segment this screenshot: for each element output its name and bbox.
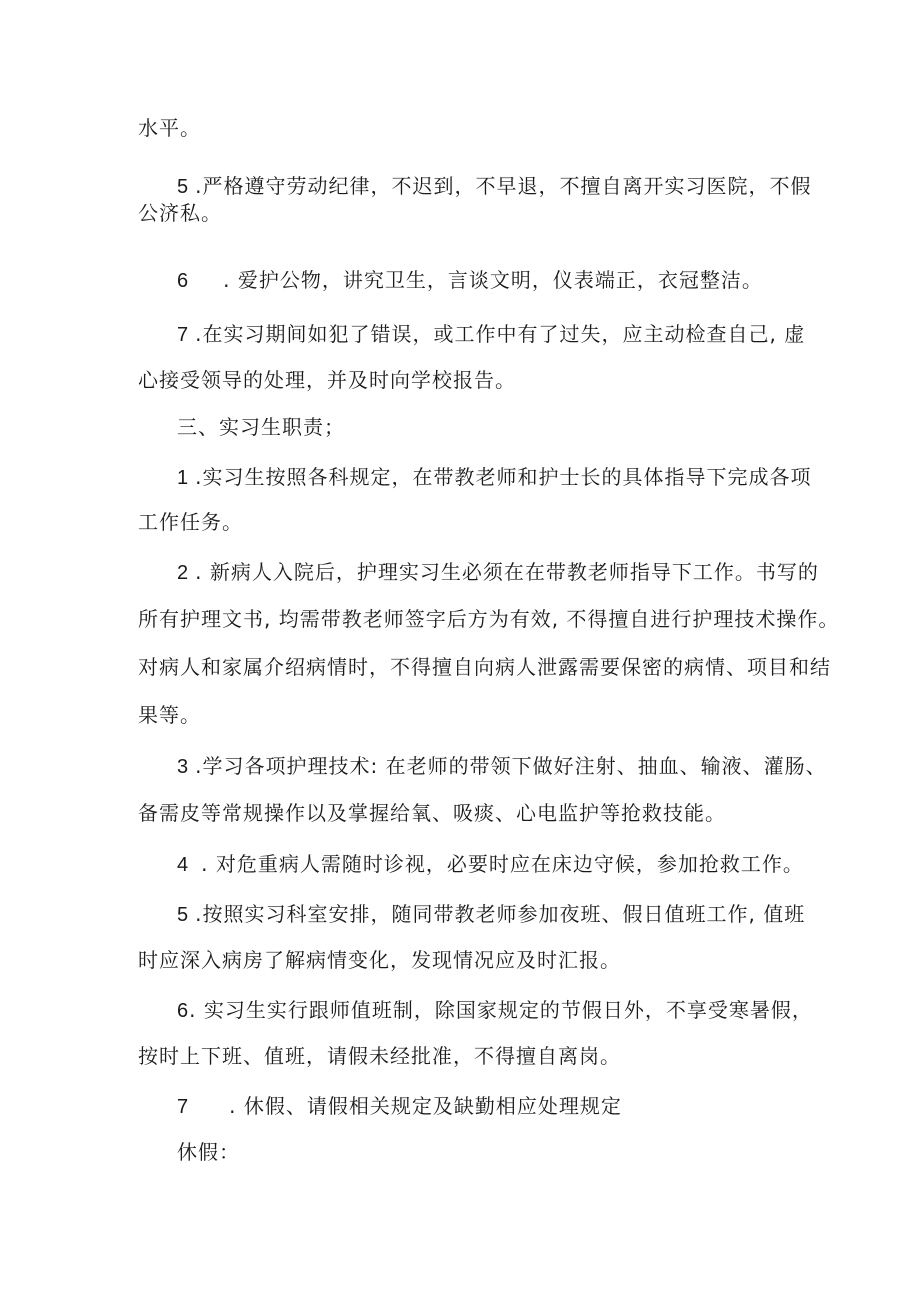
list-item-number-line: 5 .按照实习科室安排，随同带教老师参加夜班、假日值班工作, 值班 [177, 902, 806, 926]
text-line: 工作任务。 [138, 510, 243, 534]
list-item-number-line: 3 .学习各项护理技术: 在老师的带领下做好注射、抽血、输液、灌肠、 [177, 754, 827, 778]
text-line: 公济私。 [138, 201, 222, 225]
text-line: 对病人和家属介绍病情时，不得擅自向病人泄露需要保密的病情、项目和结 [138, 655, 831, 679]
list-item-number-line: 2 . 新病人入院后，护理实习生必须在在带教老师指导下工作。书写的 [177, 560, 819, 584]
text-line: 备需皮等常规操作以及掌握给氧、吸痰、心电监护等抢救技能。 [138, 801, 726, 825]
list-item-number-line: 4 . 对危重病人需随时诊视，必要时应在床边守候，参加抢救工作。 [177, 852, 804, 876]
text-line: 心接受领导的处理，并及时向学校报告。 [138, 368, 516, 392]
list-item-number-line: 5 .严格遵守劳动纪律，不迟到，不早退，不擅自离开实习医院，不假 [177, 174, 812, 198]
list-item-number-line: 6. 实习生实行跟师值班制，除国家规定的节假日外，不享受寒暑假， [177, 998, 813, 1022]
section-heading: 三、实习生职责； [177, 415, 345, 439]
text-line: 果等。 [138, 703, 201, 727]
text-line: 时应深入病房了解病情变化，发现情况应及时汇报。 [138, 948, 621, 972]
text-line: 所有护理文书, 均需带教老师签字后方为有效, 不得擅自进行护理技术操作。 [138, 607, 840, 631]
list-item-number-line: 1 .实习生按照各科规定，在带教老师和护士长的具体指导下完成各项 [177, 465, 812, 489]
list-item-number-line: 7 . 休假、请假相关规定及缺勤相应处理规定 [177, 1094, 622, 1118]
list-item-number-line: 7 .在实习期间如犯了错误，或工作中有了过失，应主动检查自己, 虚 [177, 322, 806, 346]
text-line: 水平。 [138, 116, 201, 140]
list-item-number-line: 6 . 爱护公物，讲究卫生，言谈文明，仪表端正，衣冠整洁。 [177, 268, 763, 292]
text-line: 按时上下班、值班，请假未经批准，不得擅自离岗。 [138, 1044, 621, 1068]
text-line: 休假： [177, 1140, 240, 1164]
